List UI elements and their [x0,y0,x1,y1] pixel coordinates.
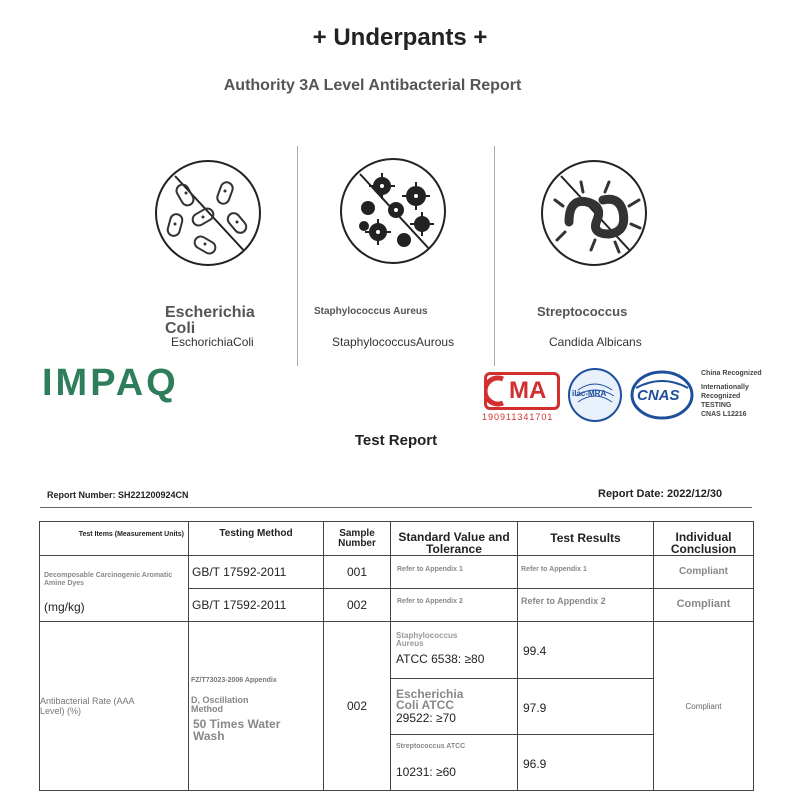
conclusion-cell: Compliant [654,556,754,589]
page-subtitle: Authority 3A Level Antibacterial Report [223,77,522,94]
bacteria-name: Escherichia Coli [165,304,255,337]
results-table [39,521,754,791]
conclusion-cell: Compliant [654,589,754,622]
cnas-text: CNAS [637,387,680,404]
sample-cell: 002 [324,622,391,791]
cnas-logo [630,370,694,420]
bacteria-name: Streptococcus [537,304,628,319]
column-header: Individual Conclusion [654,522,754,556]
bacteria-name: Staphylococcus Aureus [314,306,428,317]
sub-standard [391,622,517,678]
column-header: Sample Number [324,522,391,556]
table-row [40,556,754,589]
cma-text: MA [509,377,547,404]
table-header-row [40,522,754,556]
ilac-logo [568,368,622,422]
method-cell: GB/T 17592-2011 [189,556,324,589]
sub-standard [391,678,517,734]
method-cell: GB/T 17592-2011 [189,589,324,622]
sub-standard-label: Staphylococcus Aureus [396,631,458,648]
table-row [40,622,754,791]
result-cell: Refer to Appendix 2 [518,589,654,622]
column-header: Test Results [518,522,654,556]
standard-group-cell [391,622,518,791]
divider [494,146,495,366]
test-report-heading: Test Report [354,432,438,449]
sub-result: 96.9 [518,734,653,790]
divider [297,146,298,366]
china-recognized-label [701,369,781,419]
chain-bacteria-icon [541,160,647,266]
impaq-logo: IMPAQ [42,362,179,404]
method-line: D, Oscillation Method [191,695,249,714]
standard-cell: Refer to Appendix 2 [391,589,518,622]
test-item-unit: (mg/kg) [44,600,85,614]
sub-result: 97.9 [518,678,653,734]
result-cell: Refer to Appendix 1 [518,556,654,589]
sample-cell: 001 [324,556,391,589]
sub-standard-label: Escherichia Coli ATCC [396,687,464,712]
sample-cell: 002 [324,589,391,622]
test-item-cell [40,622,189,791]
test-item-name: Decomposable Carcinogenic Aromatic Amine Dyes [44,572,173,587]
sub-result: 99.4 [523,644,547,658]
method-line: FZ/T73023-2006 Appendix [191,677,277,684]
conclusion-cell: Compliant [654,622,754,791]
rec-line: TESTING [701,402,732,409]
bacteria-subname: Candida Albicans [549,335,642,349]
ilac-text: ilac-MRA [572,389,607,398]
result-group-cell [518,622,654,791]
cma-logo [484,372,560,410]
sub-standard-value: 29522: ≥70 [396,711,456,725]
page-title: + Underpants + [312,24,488,51]
sub-standard [391,734,517,790]
cocci-bacteria-icon [340,158,446,264]
column-header: Test Items (Measurement Units) [40,522,189,556]
report-date: Report Date: 2022/12/30 [598,488,723,500]
sub-standard-value: ATCC 6538: ≥80 [396,652,485,666]
method-cell [189,622,324,791]
sub-standard-value: 10231: ≥60 [396,765,456,779]
test-item-cell [40,556,189,622]
rod-bacteria-icon [155,160,261,266]
bacteria-subname: EschorichiaColi [171,335,254,349]
column-header: Standard Value and Tolerance [391,522,518,556]
method-line: 50 Times Water Wash [193,717,281,743]
cma-number: 190911341701 [482,412,554,422]
bacteria-subname: StaphylococcusAurous [332,335,455,349]
standard-cell: Refer to Appendix 1 [391,556,518,589]
column-header: Testing Method [189,522,324,556]
rec-line: Recognized [701,393,741,400]
rec-line: Internationally [701,384,749,391]
rec-line: China Recognized [701,370,762,377]
rec-line: CNAS L12216 [701,411,747,418]
test-item-name: Antibacterial Rate (AAA Level) (%) [40,696,135,716]
report-number: Report Number: SH221200924CN [47,490,189,500]
divider [40,507,752,508]
sub-standard-label: Streptococcus ATCC [396,743,466,750]
